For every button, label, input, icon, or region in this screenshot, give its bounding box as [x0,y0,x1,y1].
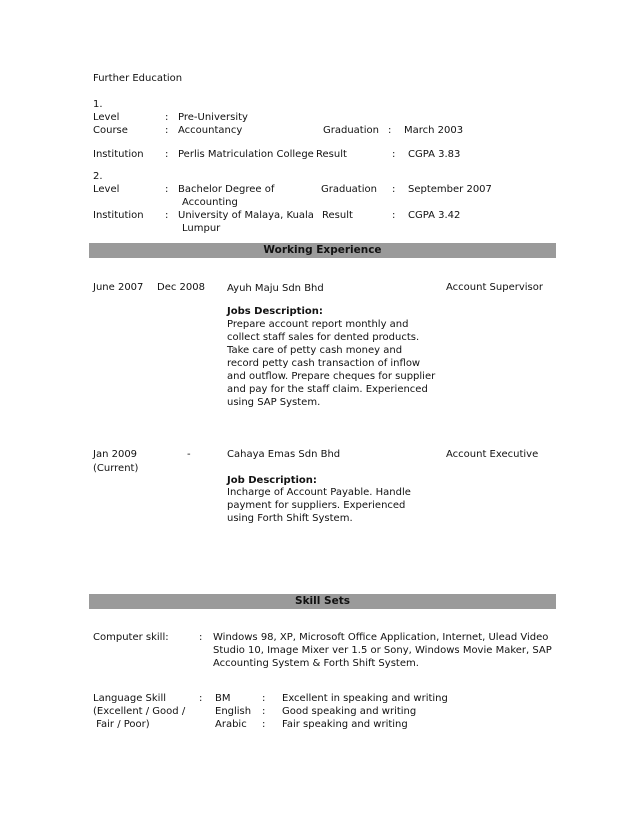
language-level: Good speaking and writing [282,706,417,717]
result-label: Result [322,210,353,221]
level-label: Level [93,112,120,123]
computer-skill-value-continued: Accounting System & Forth Shift System. [213,658,419,669]
colon: : [165,184,169,195]
language-name: Arabic [215,719,247,730]
entry-number: 1. [93,99,103,110]
institution-value: Perlis Matriculation College [178,149,314,160]
further-education-heading: Further Education [93,73,183,84]
level-label: Level [93,184,120,195]
language-scale-note: (Excellent / Good / [93,706,186,717]
result-value: CGPA 3.42 [408,210,461,221]
result-value: CGPA 3.83 [408,149,461,160]
language-level: Fair speaking and writing [282,719,408,730]
language-name: English [215,706,252,717]
job-start-date: Jan 2009 [93,449,138,460]
colon: : [165,125,169,136]
colon: : [388,125,392,136]
entry-number: 2. [93,171,103,182]
job-end-date: Dec 2008 [157,282,205,293]
colon: : [392,210,396,221]
level-value: Bachelor Degree of [178,184,275,195]
level-value: Pre-University [178,112,248,123]
colon: : [165,112,169,123]
computer-skill-label: Computer skill: [93,632,169,643]
institution-value: University of Malaya, Kuala [178,210,314,221]
computer-skill-value: Windows 98, XP, Microsoft Office Application, Internet, Ulead Video [213,632,549,643]
job-end-date: (Current) [93,463,139,474]
course-value: Accountancy [178,125,243,136]
colon: : [165,149,169,160]
language-name: BM [215,693,231,704]
colon: : [165,210,169,221]
institution-label: Institution [93,149,144,160]
job-description: Prepare account report monthly and collect staff sales for dented products. Take care of petty cash money and record petty cash transaction of inflow and outflow. Prepare cheques for supplier and pay for the staff claim. Experienced using SAP System. [227,319,436,408]
skill-sets-heading: Skill Sets [89,594,556,609]
graduation-label: Graduation [321,184,377,195]
job-start-date: June 2007 [93,282,144,293]
job-position: Account Supervisor [446,282,543,293]
colon: : [199,632,203,643]
job-description-label: Job Description: [227,475,317,486]
colon: : [392,149,396,160]
job-description: Incharge of Account Payable. Handle payment for suppliers. Experienced using Forth Shift System. [227,487,411,524]
colon: : [262,693,266,704]
language-level: Excellent in speaking and writing [282,693,448,704]
job-company: Cahaya Emas Sdn Bhd [227,449,341,460]
colon: : [262,719,266,730]
language-skill-label: Language Skill [93,693,167,704]
language-scale-note: Fair / Poor) [93,719,150,730]
job-company: Ayuh Maju Sdn Bhd [227,283,324,294]
graduation-value: September 2007 [408,184,492,195]
working-experience-heading: Working Experience [89,243,556,258]
level-value-continued: Accounting [182,197,238,208]
computer-skill-value-continued: Studio 10, Image Mixer ver 1.5 or Sony, Windows Movie Maker, SAP [213,645,552,656]
colon: : [392,184,396,195]
graduation-label: Graduation [323,125,379,136]
course-label: Course [93,125,128,136]
colon: : [262,706,266,717]
date-dash: - [187,449,191,460]
institution-value-continued: Lumpur [182,223,221,234]
graduation-value: March 2003 [404,125,464,136]
result-label: Result [316,149,347,160]
job-position: Account Executive [446,449,539,460]
job-description-label: Jobs Description: [227,306,323,317]
institution-label: Institution [93,210,144,221]
colon: : [199,693,203,704]
